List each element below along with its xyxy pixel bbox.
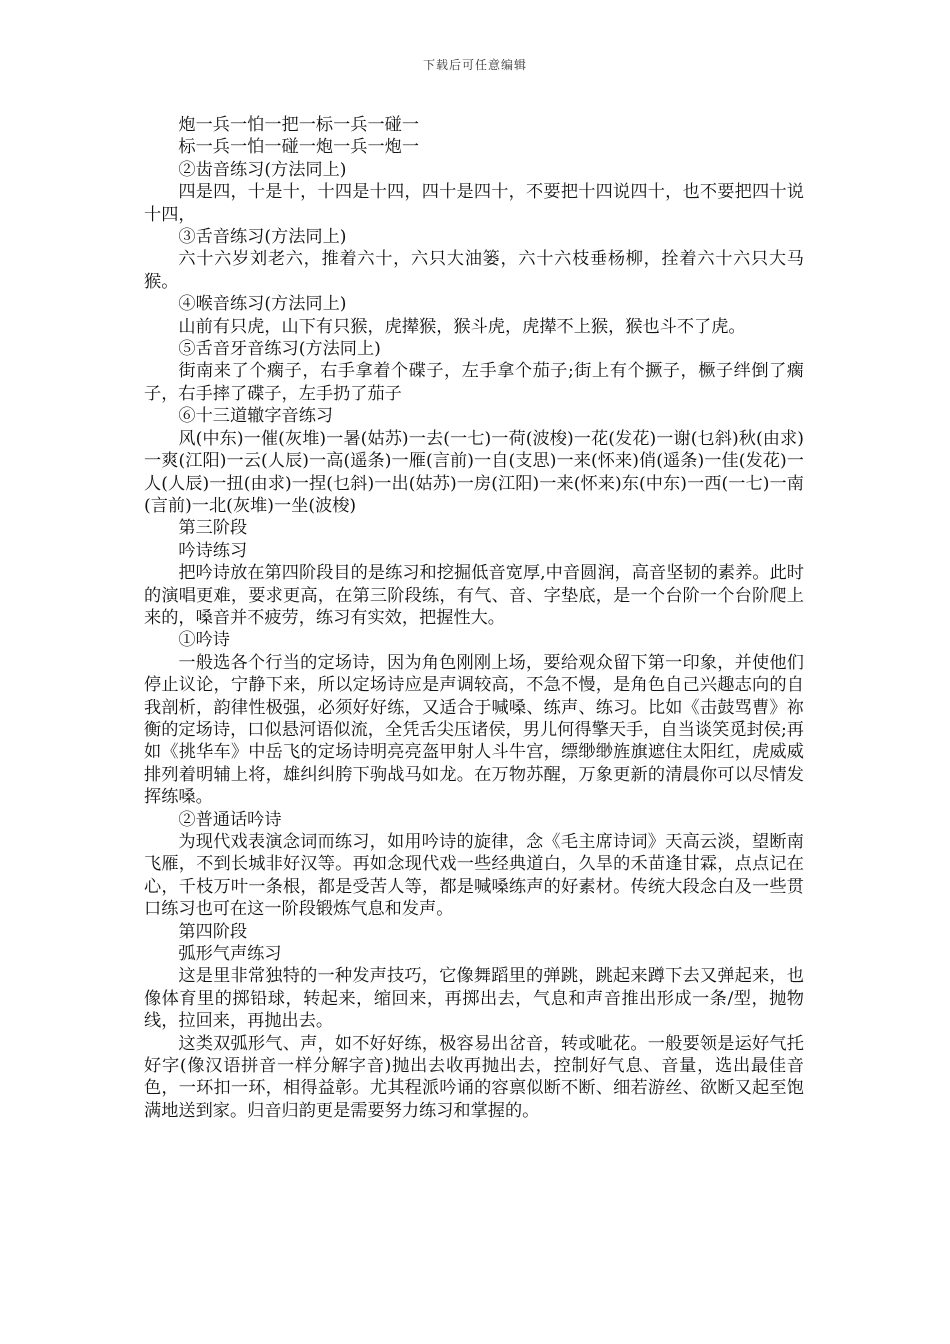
stage-heading: 第三阶段: [178, 518, 248, 539]
paragraph: 街南来了个瘸子，右手拿着个碟子，左手拿个茄子;街上有个撅子，橛子绊倒了瘸子，右手摔了碟子，左手扔了茄子: [144, 361, 804, 404]
section-heading: ①吟诗: [178, 630, 230, 651]
page-header: 下载后可任意编辑: [422, 58, 527, 72]
section-heading: ⑥十三道辙字音练习: [178, 406, 334, 427]
paragraph: 把吟诗放在第四阶段目的是练习和挖掘低音宽厚,中音圆润，高音坚韧的素养。此时的演唱更难，要求更高，在第三阶段练，有气、音、字垫底，是一个台阶一个台阶爬上来的，嗓音并不疲劳，练习有实效，把握性大。: [144, 563, 804, 628]
section-heading: 弧形气声练习: [178, 944, 282, 965]
document-body: [144, 114, 804, 1122]
paragraph: 一般选各个行当的定场诗，因为角色刚刚上场，要给观众留下第一印象，并使他们停止议论，宁静下来，所以定场诗应是声调较高，不急不慢，是角色自己兴趣志向的自我剖析，韵律性极强，必须好好练，又适合于喊嗓、练声、练习。比如《击鼓骂曹》祢衡的定场诗，口似悬河语似流，全凭舌尖压诸侯，男儿何得擎天手，自当谈笑觅封侯;再如《挑华车》中岳飞的定场诗明亮亮盔甲射人斗牛宫，缥缈缈旌旗遮住太阳红，虎威威排列着明辅上将，雄纠纠胯下驹战马如龙。在万物苏醒，万象更新的清晨你可以尽情发挥练嗓。: [144, 652, 804, 808]
paragraph: 山前有只虎，山下有只猴，虎撵猴，猴斗虎，虎撵不上猴，猴也斗不了虎。: [178, 316, 746, 337]
paragraph: 四是四，十是十，十四是十四，四十是四十，不要把十四说四十，也不要把四十说十四，: [144, 182, 804, 225]
paragraph: 风(中东)一催(灰堆)一暑(姑苏)一去(一七)一荷(波梭)一花(发花)一谢(乜斜)秋(由求)一爽(江阳)一云(人辰)一高(遥条)一雁(言前)一自(支思)一来(怀来)俏(遥条)一佳(发花)一人(人辰)一扭(由求)一捏(乜斜)一出(姑苏)一房(江阳)一来(怀来)东(中东)一西(一七)一南(言前)一北(灰堆)一坐(波梭): [144, 428, 804, 516]
paragraph: 炮一兵一怕一把一标一兵一碰一: [178, 115, 420, 135]
section-heading: ③舌音练习(方法同上): [178, 227, 347, 248]
section-heading: ②齿音练习(方法同上): [178, 159, 347, 180]
paragraph: 六十六岁刘老六，推着六十，六只大油篓，六十六枝垂杨柳，拴着六十六只大马猴。: [144, 249, 804, 292]
paragraph: 为现代戏表演念词而练习，如用吟诗的旋律，念《毛主席诗词》天高云淡，望断南飞雁，不到长城非好汉等。再如念现代戏一些经典道白，久旱的禾苗逢甘霖，点点记在心，千枝万叶一条根，都是受苦人等，都是喊嗓练声的好素材。传统大段念白及一些贯口练习也可在这一阶段锻炼气息和发声。: [144, 832, 804, 920]
section-heading: 吟诗练习: [178, 540, 248, 561]
section-heading: ②普通话吟诗: [178, 809, 282, 830]
paragraph: 这类双弧形气、声，如不好好练，极容易出岔音，转或呲花。一般要领是运好气托好字(像汉语拼音一样分解字音)抛出去收再抛出去，控制好气息、音量，选出最佳音色，一环扣一环，相得益彰。尤其程派吟诵的容禀似断不断、细若游丝、欲断又起至饱满地送到家。归音归韵更是需要努力练习和掌握的。: [144, 1033, 804, 1121]
section-heading: ④喉音练习(方法同上): [178, 294, 347, 315]
section-heading: ⑤舌音牙音练习(方法同上): [178, 339, 381, 360]
paragraph: 标一兵一怕一碰一炮一兵一炮一: [178, 137, 420, 158]
stage-heading: 第四阶段: [178, 921, 248, 942]
paragraph: 这是里非常独特的一种发声技巧，它像舞蹈里的弹跳，跳起来蹲下去又弹起来，也像体育里的掷铅球，转起来，缩回来，再掷出去，气息和声音推出形成一条/型，抛物线，拉回来，再抛出去。: [144, 966, 804, 1032]
